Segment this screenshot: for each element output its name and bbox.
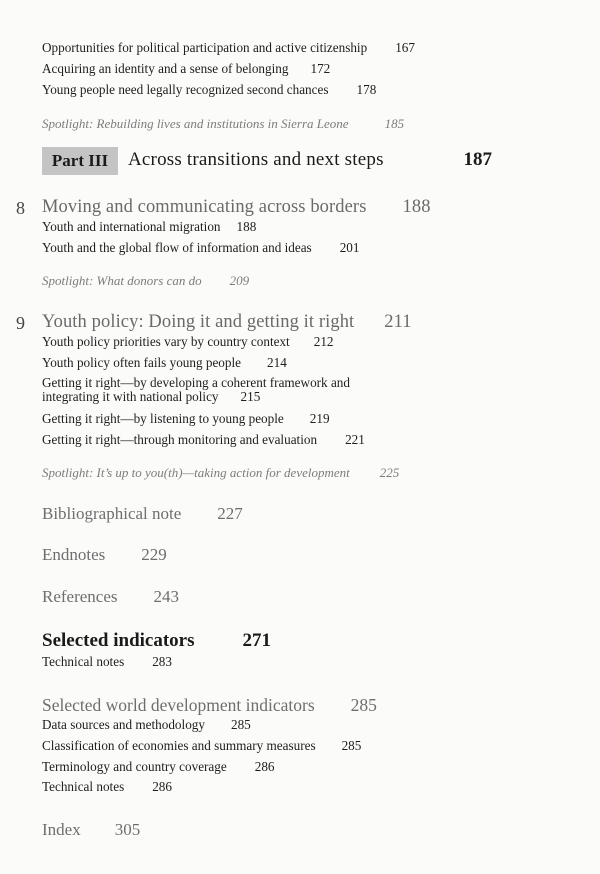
spotlight-title: Spotlight: What donors can do [42,273,202,288]
toc-entry-page: 215 [240,389,261,404]
chapter-page: 211 [384,312,412,332]
section-title: Bibliographical note [42,504,182,523]
selected-indicators-heading[interactable] [42,630,271,652]
section-page: 285 [350,695,377,715]
toc-entry[interactable] [42,334,334,350]
toc-entry-page: 214 [267,355,287,370]
chapter-number: 9 [16,313,25,333]
toc-entry-page: 219 [309,411,330,426]
toc-entry-title: Youth policy often fails young people [42,355,242,370]
toc-entry-title: Opportunities for political participation and active citizenship [42,40,368,55]
toc-entry-page: 221 [345,432,365,447]
toc-entry-page: 188 [236,219,257,234]
toc-entry-title: Acquiring an identity and a sense of belonging [42,61,289,76]
toc-entry[interactable] [42,717,251,733]
chapter-heading[interactable] [42,197,431,218]
section-page: 227 [217,504,243,523]
section-title: Index [42,820,81,839]
part-heading[interactable] [42,147,492,175]
index-entry[interactable] [42,820,140,840]
toc-entry[interactable] [42,61,330,77]
part-title: Across transitions and next steps [128,149,384,170]
toc-entry[interactable] [42,759,275,775]
chapter-title: Youth policy: Doing it and getting it right [42,312,355,332]
toc-entry[interactable] [42,738,361,754]
toc-entry-page: 283 [152,654,172,669]
references-entry[interactable] [42,587,179,607]
toc-entry-page: 201 [339,240,360,255]
spotlight-entry[interactable] [42,116,404,132]
spotlight-page: 209 [229,273,250,288]
toc-entry-page: 285 [341,738,362,753]
toc-entry[interactable] [42,654,172,670]
toc-entry-page: 286 [152,779,172,794]
toc-entry-title: Youth policy priorities vary by country context [42,334,290,349]
toc-entry-page: 286 [254,759,275,774]
chapter-heading[interactable] [42,312,412,333]
toc-entry-page: 172 [310,61,331,76]
section-page: 305 [114,820,141,839]
section-title: Selected world development indicators [42,695,315,715]
section-page: 229 [141,545,167,564]
toc-entry[interactable] [42,40,415,56]
toc-entry[interactable] [42,219,256,235]
spotlight-title: Spotlight: It’s up to you(th)—taking action for development [42,465,350,480]
toc-entry[interactable] [42,355,287,371]
wdi-heading[interactable] [42,695,377,716]
toc-entry-page: 212 [313,334,334,349]
endnotes-entry[interactable] [42,545,167,565]
toc-entry-title: Technical notes [42,654,125,669]
chapter-title: Moving and communicating across borders [42,197,367,217]
toc-entry-title-cont: integrating it with national policy [42,389,219,404]
toc-entry-title: Getting it right—by listening to young people [42,411,284,426]
section-title: References [42,587,118,606]
toc-entry-title: Getting it right—by developing a coherent framework and [42,375,350,390]
spotlight-page: 185 [384,116,405,131]
toc-entry[interactable] [42,432,365,448]
spotlight-page: 225 [379,465,400,480]
section-title: Selected indicators [42,630,195,651]
toc-entry-title: Getting it right—through monitoring and evaluation [42,432,318,447]
chapter-page: 188 [402,197,431,217]
toc-entry[interactable] [42,779,172,795]
spotlight-entry[interactable] [42,465,399,481]
chapter-number: 8 [16,198,25,218]
toc-entry[interactable] [42,240,359,256]
part-page: 187 [463,149,492,170]
toc-entry-page: 178 [356,82,377,97]
toc-entry[interactable] [42,411,330,427]
toc-entry[interactable] [42,376,350,404]
toc-entry-page: 167 [395,40,415,55]
toc-entry-title: Classification of economies and summary measures [42,738,316,753]
bibliographical-note-entry[interactable] [42,504,243,524]
part-label: Part III [42,147,118,175]
spotlight-entry[interactable] [42,273,249,289]
toc-entry-page: 285 [230,717,251,732]
toc-entry-title: Data sources and methodology [42,717,205,732]
toc-entry-title: Technical notes [42,779,125,794]
toc-entry-title: Youth and the global flow of information and ideas [42,240,312,255]
section-title: Endnotes [42,545,106,564]
toc-entry-title: Youth and international migration [42,219,221,234]
spotlight-title: Spotlight: Rebuilding lives and institutions in Sierra Leone [42,116,349,131]
toc-entry[interactable] [42,82,376,98]
toc-entry-title: Terminology and country coverage [42,759,227,774]
section-page: 271 [242,630,272,651]
toc-entry-title: Young people need legally recognized second chances [42,82,329,97]
section-page: 243 [153,587,180,606]
